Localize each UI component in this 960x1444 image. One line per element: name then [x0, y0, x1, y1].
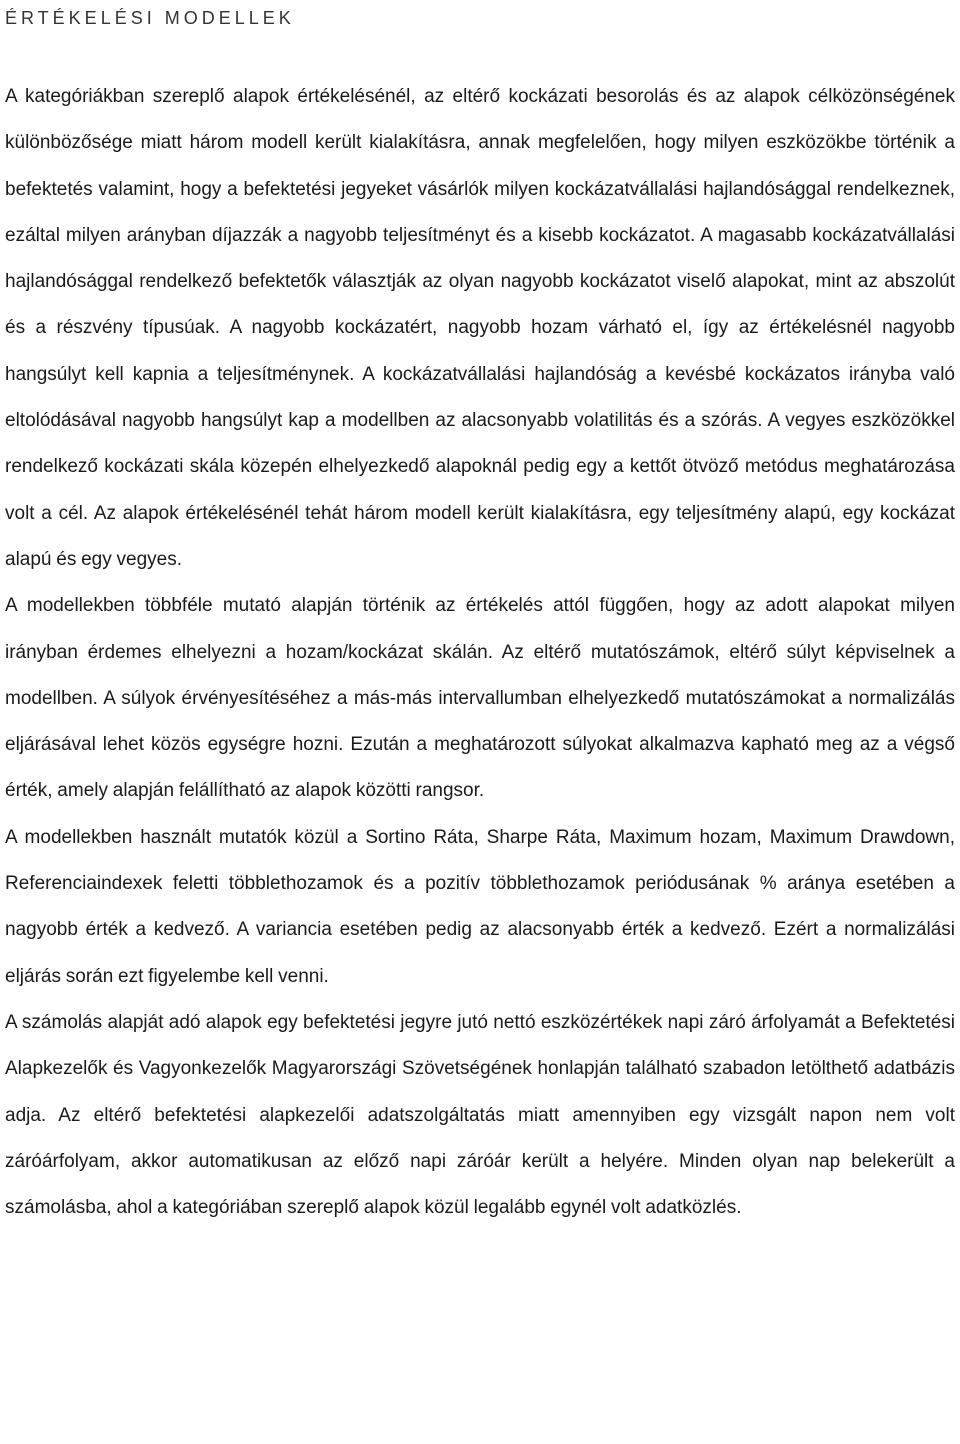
document-page [5, 0, 955, 1231]
paragraph-models-overview: A kategóriákban szereplő alapok értékelésénél, az eltérő kockázati besorolás és az alapok célközönségének különbözősége miatt három modell került kialakításra, annak megfelelően, hogy milyen eszközökbe történik a befektetés valamint, hogy a befektetési jegyeket vásárlók milyen kockázatvállalási hajlandósággal rendelkeznek, ezáltal milyen arányban díjazzák a nagyobb teljesítményt és a kisebb kockázatot. A magasabb kockázatvállalási hajlandósággal rendelkező befektetők választják az olyan nagyobb kockázatot viselő alapokat, mint az abszolút és a részvény típusúak. A nagyobb kockázatért, nagyobb hozam várható el, így az értékelésnél nagyobb hangsúlyt kell kapnia a teljesítménynek. A kockázatvállalási hajlandóság a kevésbé kockázatos irányba való eltolódásával nagyobb hangsúlyt kap a modellben az alacsonyabb volatilitás és a szórás. A vegyes eszközökkel rendelkező kockázati skála közepén elhelyezkedő alapoknál pedig egy a kettőt ötvöző metódus meghatározása volt a cél. Az alapok értékelésénél tehát három modell került kialakításra, egy teljesítmény alapú, egy kockázat alapú és egy vegyes. [5, 86, 955, 570]
document-title: ÉRTÉKELÉSI MODELLEK [5, 8, 295, 28]
paragraph-indicator-list: A modellekben használt mutatók közül a Sortino Ráta, Sharpe Ráta, Maximum hozam, Maximum Drawdown, Referenciaindexek feletti többlethozamok és a pozitív többlethozamok periódusának % aránya esetében a nagyobb érték a kedvező. A variancia esetében pedig az alacsonyabb érték a kedvező. Ezért a normalizálási eljárás során ezt figyelembe kell venni. [5, 826, 955, 987]
paragraph-indicators: A modellekben többféle mutató alapján történik az értékelés attól függően, hogy az adott alapokat milyen irányban érdemes elhelyezni a hozam/kockázat skálán. Az eltérő mutatószámok, eltérő súlyt képviselnek a modellben. A súlyok érvényesítéséhez a más-más intervallumban elhelyezkedő mutatószámokat a normalizálás eljárásával lehet közös egységre hozni. Ezután a meghatározott súlyokat alkalmazva kapható meg az a végső érték, amely alapján felállítható az alapok közötti rangsor. [5, 595, 955, 802]
paragraph-data-source: A számolás alapját adó alapok egy befektetési jegyre jutó nettó eszközértékek napi záró árfolyamát a Befektetési Alapkezelők és Vagyonkezelők Magyarországi Szövetségének honlapján található szabadon letölthető adatbázis adja. Az eltérő befektetési alapkezelői adatszolgáltatás miatt amennyiben egy vizsgált napon nem volt záróárfolyam, akkor automatikusan az előző napi záróár került a helyére. Minden olyan nap belekerült a számolásba, ahol a kategóriában szereplő alapok közül legalább egynél volt adatközlés. [5, 1011, 955, 1219]
